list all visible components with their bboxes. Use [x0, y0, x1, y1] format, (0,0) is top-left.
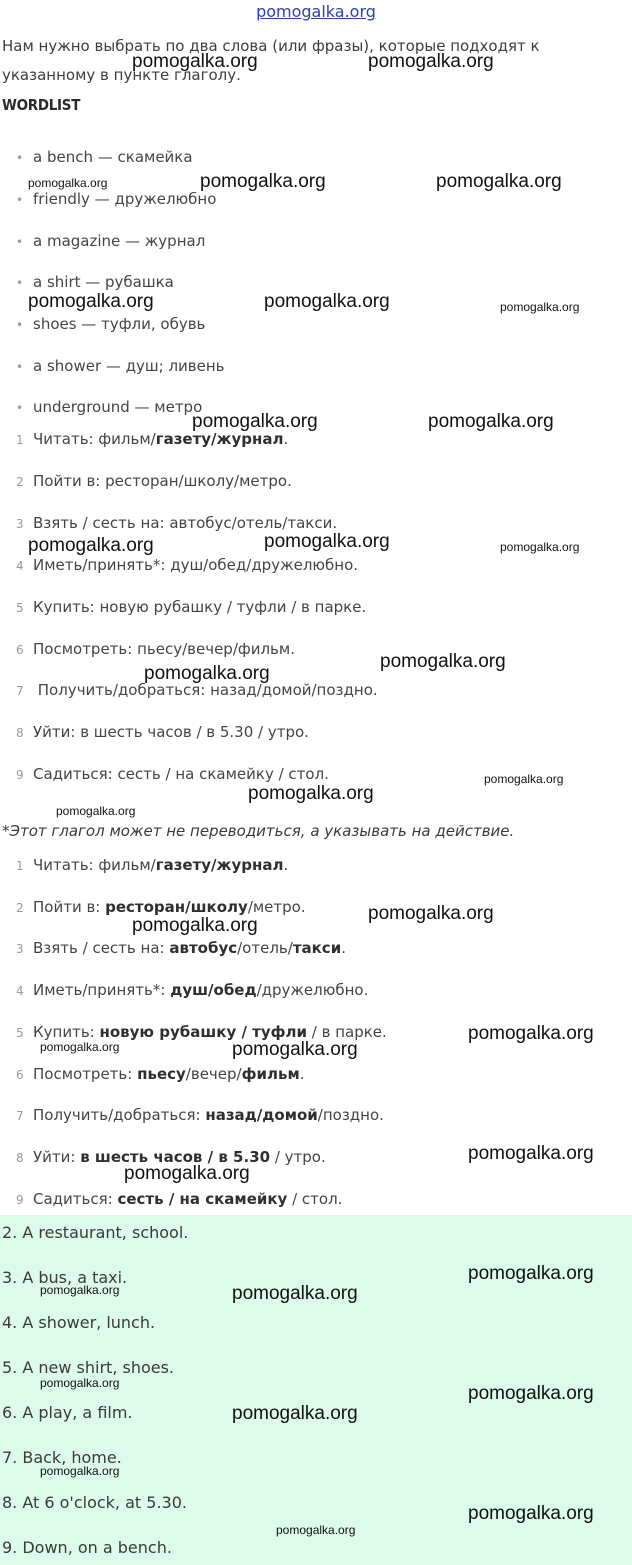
- item-number: 7: [16, 684, 24, 698]
- item-number: 3: [16, 517, 24, 531]
- solved-text: Пойти в:: [33, 898, 106, 916]
- watermark: pomogalka.org: [232, 1403, 358, 1424]
- item-number: 2: [16, 901, 24, 915]
- exercise-bold: газету/журнал: [155, 430, 284, 448]
- solved-bold: газету/журнал: [155, 856, 284, 874]
- solved-bold: сесть / на скамейку: [117, 1190, 288, 1208]
- item-number: 3: [16, 942, 24, 956]
- solved-bold: в шесть часов / в 5.30: [80, 1148, 271, 1166]
- wordlist-item: [16, 396, 202, 418]
- watermark: pomogalka.org: [500, 300, 580, 314]
- watermark: pomogalka.org: [264, 291, 390, 312]
- watermark: pomogalka.org: [132, 915, 258, 936]
- exercise-text: Пойти в: ресторан/школу/метро.: [33, 472, 292, 490]
- bullet-icon: •: [16, 235, 24, 249]
- watermark: pomogalka.org: [276, 1523, 356, 1537]
- watermark: pomogalka.org: [380, 651, 506, 672]
- item-number: 4: [16, 984, 24, 998]
- wordlist-item: [16, 188, 216, 210]
- watermark: pomogalka.org: [468, 1383, 594, 1404]
- wordlist-item: [16, 271, 174, 293]
- wordlist-item: [16, 230, 205, 252]
- solved-bold: ресторан/школу: [105, 898, 248, 916]
- watermark: pomogalka.org: [368, 903, 494, 924]
- wordlist-item-text: underground — метро: [33, 398, 203, 416]
- watermark: pomogalka.org: [192, 411, 318, 432]
- solved-bold: новую рубашку / туфли: [99, 1023, 308, 1041]
- solved-item: [16, 979, 368, 1001]
- answer-line: 8. At 6 o'clock, at 5.30.: [2, 1493, 187, 1512]
- exercise-item: [16, 638, 295, 660]
- answer-line: 3. A bus, a taxi.: [2, 1268, 128, 1287]
- solved-text: Взять / сесть на:: [33, 939, 170, 957]
- exercise-item: [16, 721, 309, 743]
- solved-item: [16, 1063, 305, 1085]
- exercise-text: Садиться: сесть / на скамейку / стол.: [33, 765, 329, 783]
- solved-text: Купить:: [33, 1023, 100, 1041]
- wordlist-item-text: a magazine — журнал: [33, 232, 206, 250]
- solved-text: / утро.: [270, 1148, 326, 1166]
- exercise-text: Получить/добраться: назад/домой/поздно.: [33, 681, 378, 699]
- exercise-item: [16, 596, 366, 618]
- answer-line: 5. A new shirt, shoes.: [2, 1358, 175, 1377]
- exercise-text: .: [283, 430, 289, 448]
- solved-text: Иметь/принять*:: [33, 981, 171, 999]
- solved-text: .: [283, 856, 289, 874]
- bullet-icon: •: [16, 276, 24, 290]
- wordlist-item-text: shoes — туфли, обувь: [33, 315, 206, 333]
- item-number: 4: [16, 559, 24, 573]
- wordlist-item-text: a shower — душ; ливень: [33, 357, 225, 375]
- watermark: pomogalka.org: [132, 51, 258, 72]
- item-number: 9: [16, 768, 24, 782]
- wordlist-item: [16, 355, 225, 377]
- solved-text: / стол.: [287, 1190, 343, 1208]
- solved-item: [16, 854, 288, 876]
- exercise-item: [16, 470, 292, 492]
- watermark: pomogalka.org: [40, 1040, 120, 1054]
- solved-bold: пьесу: [137, 1065, 186, 1083]
- solved-bold: автобус: [169, 939, 238, 957]
- watermark: pomogalka.org: [200, 171, 326, 192]
- item-number: 5: [16, 1026, 24, 1040]
- wordlist-item: [16, 146, 193, 168]
- watermark: pomogalka.org: [40, 1464, 120, 1478]
- watermark: pomogalka.org: [28, 535, 154, 556]
- watermark: pomogalka.org: [468, 1143, 594, 1164]
- bullet-icon: •: [16, 193, 24, 207]
- solved-text: /отель/: [237, 939, 293, 957]
- item-number: 6: [16, 643, 24, 657]
- bullet-icon: •: [16, 360, 24, 374]
- wordlist-item-text: friendly — дружелюбно: [33, 190, 217, 208]
- exercise-text: Купить: новую рубашку / туфли / в парке.: [33, 598, 367, 616]
- footnote: *Этот глагол может не переводиться, а указывать на действие.: [2, 822, 515, 840]
- wordlist-heading: WORDLIST: [2, 96, 81, 114]
- answer-line: 7. Back, home.: [2, 1448, 122, 1467]
- watermark: pomogalka.org: [368, 51, 494, 72]
- solved-item: [16, 1104, 384, 1126]
- solved-bold: назад/домой: [205, 1106, 318, 1124]
- watermark: pomogalka.org: [500, 540, 580, 554]
- watermark: pomogalka.org: [436, 171, 562, 192]
- item-number: 7: [16, 1109, 24, 1123]
- watermark: pomogalka.org: [28, 176, 108, 190]
- solved-bold: такси: [292, 939, 342, 957]
- answer-line: 2. A restaurant, school.: [2, 1223, 189, 1242]
- solved-bold: фильм: [241, 1065, 300, 1083]
- exercise-text: Иметь/принять*: душ/обед/дружелюбно.: [33, 556, 359, 574]
- item-number: 5: [16, 601, 24, 615]
- watermark: pomogalka.org: [264, 531, 390, 552]
- solved-text: Получить/добраться:: [33, 1106, 206, 1124]
- exercise-text: Уйти: в шесть часов / в 5.30 / утро.: [33, 723, 309, 741]
- watermark: pomogalka.org: [124, 1163, 250, 1184]
- watermark: pomogalka.org: [428, 411, 554, 432]
- watermark: pomogalka.org: [28, 291, 154, 312]
- wordlist-item-text: a bench — скамейка: [33, 148, 193, 166]
- watermark: pomogalka.org: [232, 1039, 358, 1060]
- answer-line: 6. A play, a film.: [2, 1403, 133, 1422]
- solved-text: /метро.: [247, 898, 306, 916]
- watermark: pomogalka.org: [248, 783, 374, 804]
- watermark: pomogalka.org: [468, 1503, 594, 1524]
- solved-text: .: [341, 939, 346, 957]
- exercise-item: [16, 763, 329, 785]
- watermark: pomogalka.org: [40, 1376, 120, 1390]
- watermark: pomogalka.org: [468, 1023, 594, 1044]
- exercise-text: Взять / сесть на: автобус/отель/такси.: [33, 514, 338, 532]
- solved-bold: душ/обед: [170, 981, 257, 999]
- bullet-icon: •: [16, 151, 24, 165]
- item-number: 8: [16, 726, 24, 740]
- solved-text: /вечер/: [185, 1065, 242, 1083]
- exercise-text: Посмотреть: пьесу/вечер/фильм.: [33, 640, 295, 658]
- solved-text: .: [299, 1065, 305, 1083]
- solved-text: Посмотреть:: [33, 1065, 138, 1083]
- item-number: 1: [16, 859, 24, 873]
- watermark: pomogalka.org: [232, 1283, 358, 1304]
- solved-text: /дружелюбно.: [256, 981, 369, 999]
- exercise-item: [16, 554, 358, 576]
- solved-item: [16, 1188, 342, 1210]
- item-number: 9: [16, 1193, 24, 1207]
- solved-text: / в парке.: [307, 1023, 387, 1041]
- watermark: pomogalka.org: [40, 1283, 120, 1297]
- bullet-icon: •: [16, 401, 24, 415]
- intro-text: Нам нужно выбрать по два слова (или фразы), которые подходят к указанному в пункте глаголу.: [2, 37, 540, 84]
- item-number: 6: [16, 1068, 24, 1082]
- item-number: 1: [16, 433, 24, 447]
- wordlist-item-text: a shirt — рубашка: [33, 273, 174, 291]
- watermark: pomogalka.org: [484, 772, 564, 786]
- bullet-icon: •: [16, 318, 24, 332]
- watermark: pomogalka.org: [144, 663, 270, 684]
- solved-text: Читать: фильм/: [33, 856, 156, 874]
- answer-line: 9. Down, on a bench.: [2, 1538, 172, 1557]
- site-logo-link[interactable]: pomogalka.org: [256, 2, 376, 21]
- item-number: 8: [16, 1151, 24, 1165]
- solved-item: [16, 937, 346, 959]
- item-number: 2: [16, 475, 24, 489]
- solved-text: Садиться:: [33, 1190, 118, 1208]
- solved-text: Уйти:: [33, 1148, 81, 1166]
- watermark: pomogalka.org: [56, 804, 136, 818]
- solved-text: /поздно.: [317, 1106, 384, 1124]
- wordlist-item: [16, 313, 205, 335]
- exercise-text: Читать: фильм/: [33, 430, 156, 448]
- watermark: pomogalka.org: [468, 1263, 594, 1284]
- answer-line: 4. A shower, lunch.: [2, 1313, 156, 1332]
